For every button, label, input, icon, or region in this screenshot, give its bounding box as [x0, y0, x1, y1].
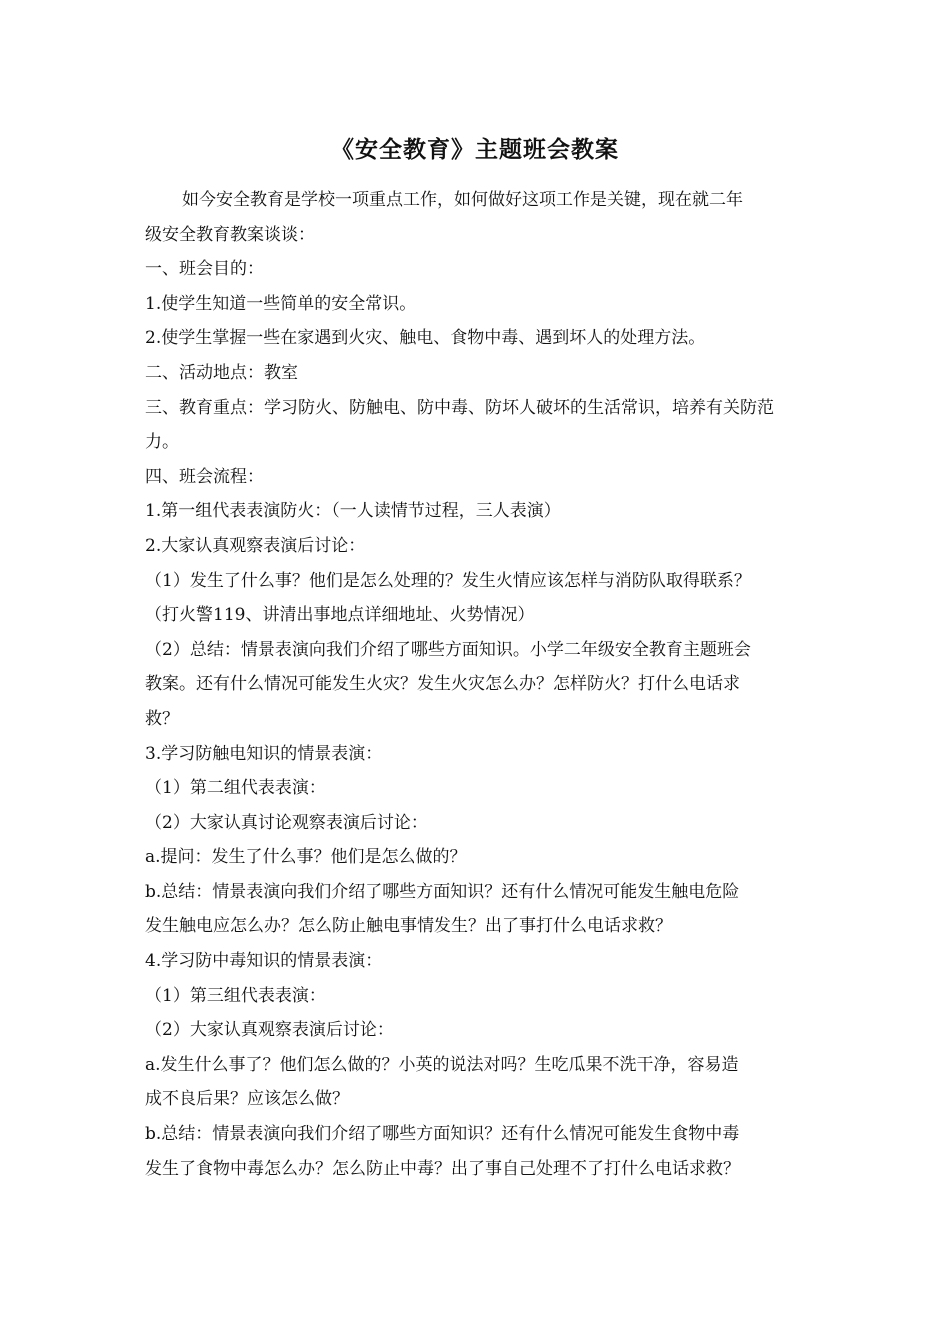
paragraph-line: （2）大家认真观察表演后讨论： [145, 1020, 394, 1041]
paragraph-line: （打火警119、讲清出事地点详细地址、火势情况） [145, 605, 535, 626]
paragraph-line: 4.学习防中毒知识的情景表演： [145, 951, 383, 972]
document-body [145, 183, 813, 1186]
paragraph-line: 成不良后果？应该怎么做？ [145, 1089, 349, 1110]
paragraph-line: （1）第二组代表表演： [145, 778, 326, 799]
paragraph-line: 2.大家认真观察表演后讨论： [145, 535, 366, 556]
paragraph-line: （1）发生了什么事？他们是怎么处理的？发生火情应该怎样与消防队取得联系？ [145, 570, 751, 591]
paragraph-line: 1.使学生知道一些简单的安全常识。 [145, 293, 417, 314]
section-heading: 一、班会目的： [145, 259, 264, 280]
section-heading: 二、活动地点：教室 [145, 362, 298, 383]
paragraph-line: a.提问：发生了什么事？他们是怎么做的？ [145, 847, 467, 868]
section-heading: 三、教育重点：学习防火、防触电、防中毒、防坏人破坏的生活常识，培养有关防范 [145, 397, 774, 418]
document-title: 《安全教育》主题班会教案 [331, 137, 619, 163]
paragraph-line: 救？ [145, 708, 179, 729]
paragraph-line: 3.学习防触电知识的情景表演： [145, 743, 383, 764]
paragraph-line: 级安全教育教案谈谈： [145, 224, 315, 245]
paragraph-line: 力。 [145, 432, 179, 453]
paragraph-line: 1.第一组代表表演防火：（一人读情节过程，三人表演） [145, 501, 561, 522]
paragraph-line: a.发生什么事了？他们怎么做的？小英的说法对吗？生吃瓜果不洗干净，容易造 [145, 1054, 739, 1075]
paragraph-line: 发生了食物中毒怎么办？怎么防止中毒？出了事自己处理不了打什么电话求救？ [145, 1158, 740, 1179]
paragraph-line: 如今安全教育是学校一项重点工作，如何做好这项工作是关键，现在就二年 [182, 190, 743, 210]
paragraph-line: b.总结：情景表演向我们介绍了哪些方面知识？还有什么情况可能发生触电危险 [145, 881, 740, 902]
section-heading: 四、班会流程： [145, 466, 264, 487]
paragraph-line: b.总结：情景表演向我们介绍了哪些方面知识？还有什么情况可能发生食物中毒 [145, 1124, 740, 1145]
paragraph-line: 2.使学生掌握一些在家遇到火灾、触电、食物中毒、遇到坏人的处理方法。 [145, 328, 706, 349]
paragraph-line: （1）第三组代表表演： [145, 985, 326, 1006]
paragraph-line: （2）大家认真讨论观察表演后讨论： [145, 812, 428, 833]
paragraph-line: 发生触电应怎么办？怎么防止触电事情发生？出了事打什么电话求救？ [145, 916, 672, 937]
paragraph-line: 教案。还有什么情况可能发生火灾？发生火灾怎么办？怎样防火？打什么电话求 [145, 674, 740, 695]
paragraph-line: （2）总结：情景表演向我们介绍了哪些方面知识。小学二年级安全教育主题班会 [145, 639, 751, 660]
